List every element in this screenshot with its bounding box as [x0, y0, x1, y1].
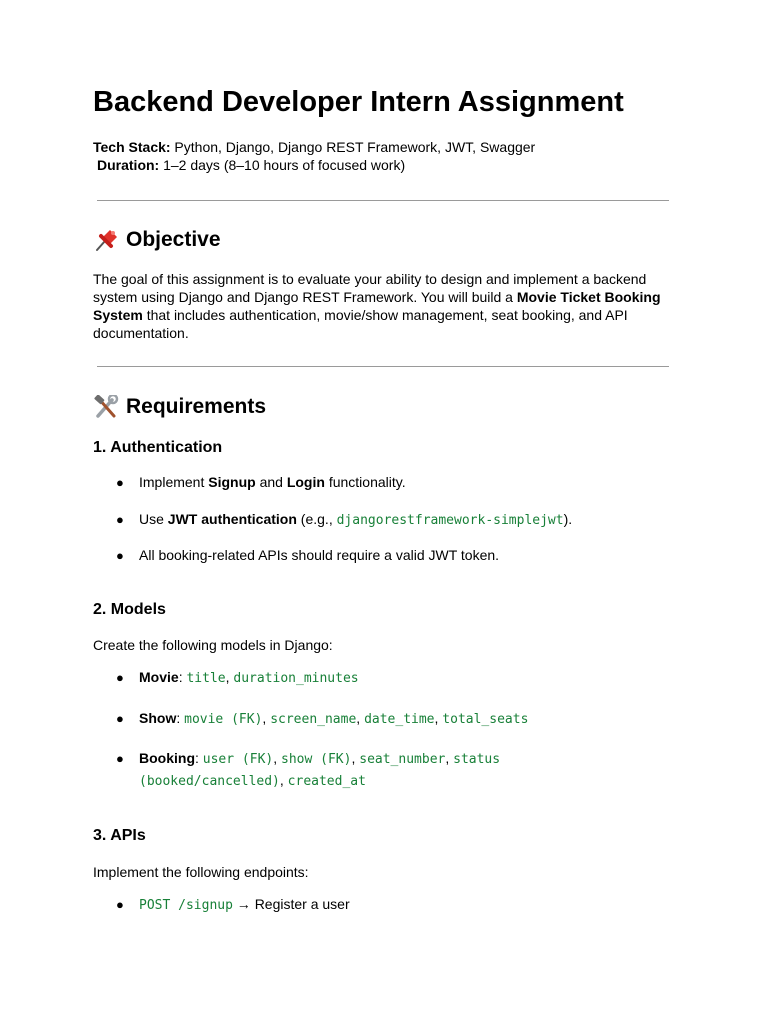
bullet-icon: ● [116, 475, 124, 490]
requirements-heading-text: Requirements [126, 395, 267, 418]
bullet-icon: ● [116, 548, 124, 563]
bullet-icon: ● [116, 751, 124, 766]
hammer-wrench-icon [93, 395, 119, 419]
bullet-icon: ● [116, 897, 124, 912]
apis-heading: 3. APIs [93, 827, 146, 844]
bullet-icon: ● [116, 670, 124, 685]
objective-bold-text: Movie Ticket Booking System [93, 289, 661, 323]
objective-text-a: The goal of this assignment is to evaluate your ability to design and implement a backend system using Django and Django REST Framework. You will build a [93, 271, 647, 305]
divider [97, 200, 669, 201]
document-title: Backend Developer Intern Assignment [93, 86, 624, 118]
objective-text-b: that includes authentication, movie/show management, seat booking, and API documentation. [93, 307, 628, 341]
bullet-icon: ● [116, 512, 124, 527]
objective-paragraph [93, 270, 673, 342]
bullet-icon: ● [116, 711, 124, 726]
pushpin-icon [93, 228, 119, 252]
tech-stack-line [93, 139, 535, 155]
divider [97, 366, 669, 367]
objective-heading-text: Objective [126, 228, 221, 251]
duration-label: Duration: [97, 157, 160, 173]
duration-line [97, 157, 405, 173]
requirements-heading [93, 395, 266, 419]
apis-intro: Implement the following endpoints: [93, 864, 309, 880]
endpoint-code: POST /signup [139, 898, 233, 913]
models-heading: 2. Models [93, 601, 166, 618]
authentication-heading: 1. Authentication [93, 439, 223, 456]
tech-stack-value: Python, Django, Django REST Framework, JWT, Swagger [170, 139, 536, 155]
duration-value: 1–2 days (8–10 hours of focused work) [159, 157, 406, 173]
tech-stack-label: Tech Stack: [93, 139, 171, 155]
models-intro: Create the following models in Django: [93, 637, 333, 653]
package-code: djangorestframework-simplejwt [336, 513, 564, 528]
objective-heading [93, 228, 221, 252]
